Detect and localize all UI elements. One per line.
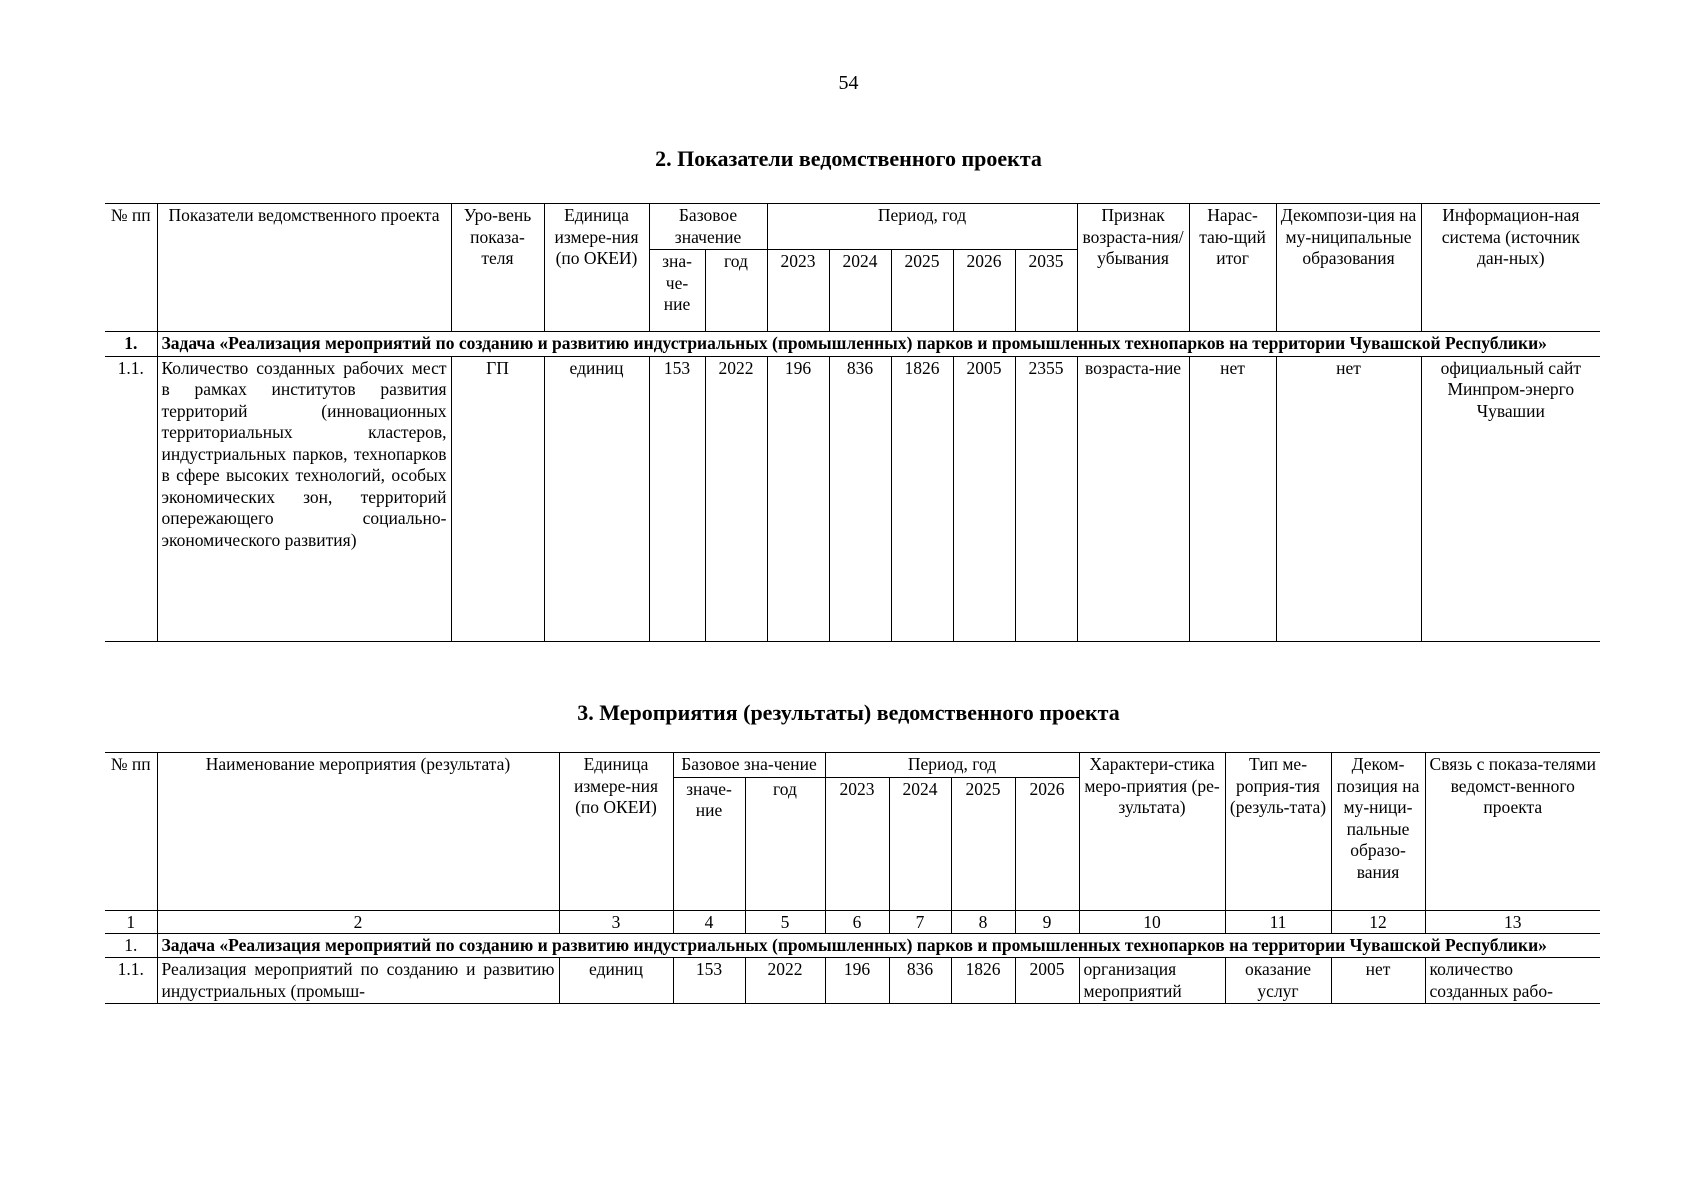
row-base-value: 153 [649,356,705,641]
indicators-table [105,203,1600,642]
colnum-8: 8 [951,910,1015,933]
hdr-year-2023: 2023 [767,250,829,332]
row3-unit: единиц [559,958,673,1004]
row-decomposition: нет [1276,356,1421,641]
task-num: 1. [105,332,157,357]
hdr-indicator: Показатели ведомственного проекта [157,204,451,332]
hdr-year-2024: 2024 [829,250,891,332]
hdr-info-system: Информацион-ная система (источник дан-ных) [1421,204,1600,332]
hdr-base-value: зна-че-ние [649,250,705,332]
hdr-base-year: год [705,250,767,332]
row-trend: возраста-ние [1077,356,1189,641]
row-value-2024: 836 [829,356,891,641]
colnum-11: 11 [1225,910,1331,933]
row3-name: Реализация мероприятий по созданию и развитию индустриальных (промыш- [157,958,559,1004]
section2-title: 2. Показатели ведомственного проекта [655,146,1042,171]
row-cumulative: нет [1189,356,1276,641]
hdr3-num: № пп [105,753,157,911]
task-text: Задача «Реализация мероприятий по созданию и развитию индустриальных (промышленных) парков и промышленных технопарков на территории Чувашской Республики» [157,332,1600,357]
row3-type: оказание услуг [1225,958,1331,1004]
hdr-unit: Единица измере-ния (по ОКЕИ) [544,204,649,332]
row3-characteristic: организация мероприятий [1079,958,1225,1004]
hdr3-characteristic: Характери-стика меро-приятия (ре-зультата) [1079,753,1225,911]
row-value-2035: 2355 [1015,356,1077,641]
row-info-system: официальный сайт Минпром-энерго Чувашии [1421,356,1600,641]
colnum-13: 13 [1425,910,1600,933]
row-indicator-name: Количество созданных рабочих мест в рамках институтов развития территорий (инновационных территориальных кластеров, индустриальных парков, технопарков в сфере высоких технологий, особых экономических зон, территорий опережающего социально-экономического развития) [157,356,451,641]
hdr-period: Период, год [767,204,1077,250]
row-base-year: 2022 [705,356,767,641]
colnum-12: 12 [1331,910,1425,933]
hdr3-unit: Единица измере-ния (по ОКЕИ) [559,753,673,911]
hdr3-name: Наименование мероприятия (результата) [157,753,559,911]
row3-base-value: 153 [673,958,745,1004]
hdr3-base: Базовое зна-чение [673,753,825,778]
colnum-9: 9 [1015,910,1079,933]
hdr-base: Базовое значение [649,204,767,250]
row3-base-year: 2022 [745,958,825,1004]
hdr3-year-2024: 2024 [889,777,951,910]
section3-title: 3. Мероприятия (результаты) ведомственного проекта [577,700,1120,725]
row3-value-2025: 1826 [951,958,1015,1004]
row3-decomposition: нет [1331,958,1425,1004]
hdr3-period: Период, год [825,753,1079,778]
hdr-year-2026: 2026 [953,250,1015,332]
task3-num: 1. [105,933,157,958]
colnum-5: 5 [745,910,825,933]
task3-text: Задача «Реализация мероприятий по созданию и развитию индустриальных (промышленных) парков и промышленных технопарков на территории Чувашской Республики» [157,933,1600,958]
row-num: 1.1. [105,356,157,641]
row-value-2025: 1826 [891,356,953,641]
row3-link: количество созданных рабо- [1425,958,1600,1004]
activities-table [105,752,1600,1004]
colnum-6: 6 [825,910,889,933]
hdr3-base-year: год [745,777,825,910]
row3-value-2023: 196 [825,958,889,1004]
colnum-10: 10 [1079,910,1225,933]
hdr-cumulative: Нарас-таю-щий итог [1189,204,1276,332]
colnum-3: 3 [559,910,673,933]
hdr3-year-2026: 2026 [1015,777,1079,910]
hdr3-link: Связь с показа-телями ведомст-венного проекта [1425,753,1600,911]
row-value-2023: 196 [767,356,829,641]
row-unit: единиц [544,356,649,641]
colnum-7: 7 [889,910,951,933]
hdr-decomposition: Декомпози-ция на му-ниципальные образования [1276,204,1421,332]
colnum-4: 4 [673,910,745,933]
hdr-num: № пп [105,204,157,332]
hdr3-base-value: значе-ние [673,777,745,910]
hdr3-year-2025: 2025 [951,777,1015,910]
hdr-level: Уро-вень показа-теля [451,204,544,332]
row3-value-2026: 2005 [1015,958,1079,1004]
page-number: 54 [838,72,859,94]
hdr3-type: Тип ме-роприя-тия (резуль-тата) [1225,753,1331,911]
hdr-year-2035: 2035 [1015,250,1077,332]
hdr-year-2025: 2025 [891,250,953,332]
row3-num: 1.1. [105,958,157,1004]
row3-value-2024: 836 [889,958,951,1004]
row-level: ГП [451,356,544,641]
colnum-1: 1 [105,910,157,933]
hdr-trend: Признак возраста-ния/ убывания [1077,204,1189,332]
hdr3-decomposition: Деком-позиция на му-ници-пальные образо-вания [1331,753,1425,911]
colnum-2: 2 [157,910,559,933]
row-value-2026: 2005 [953,356,1015,641]
hdr3-year-2023: 2023 [825,777,889,910]
